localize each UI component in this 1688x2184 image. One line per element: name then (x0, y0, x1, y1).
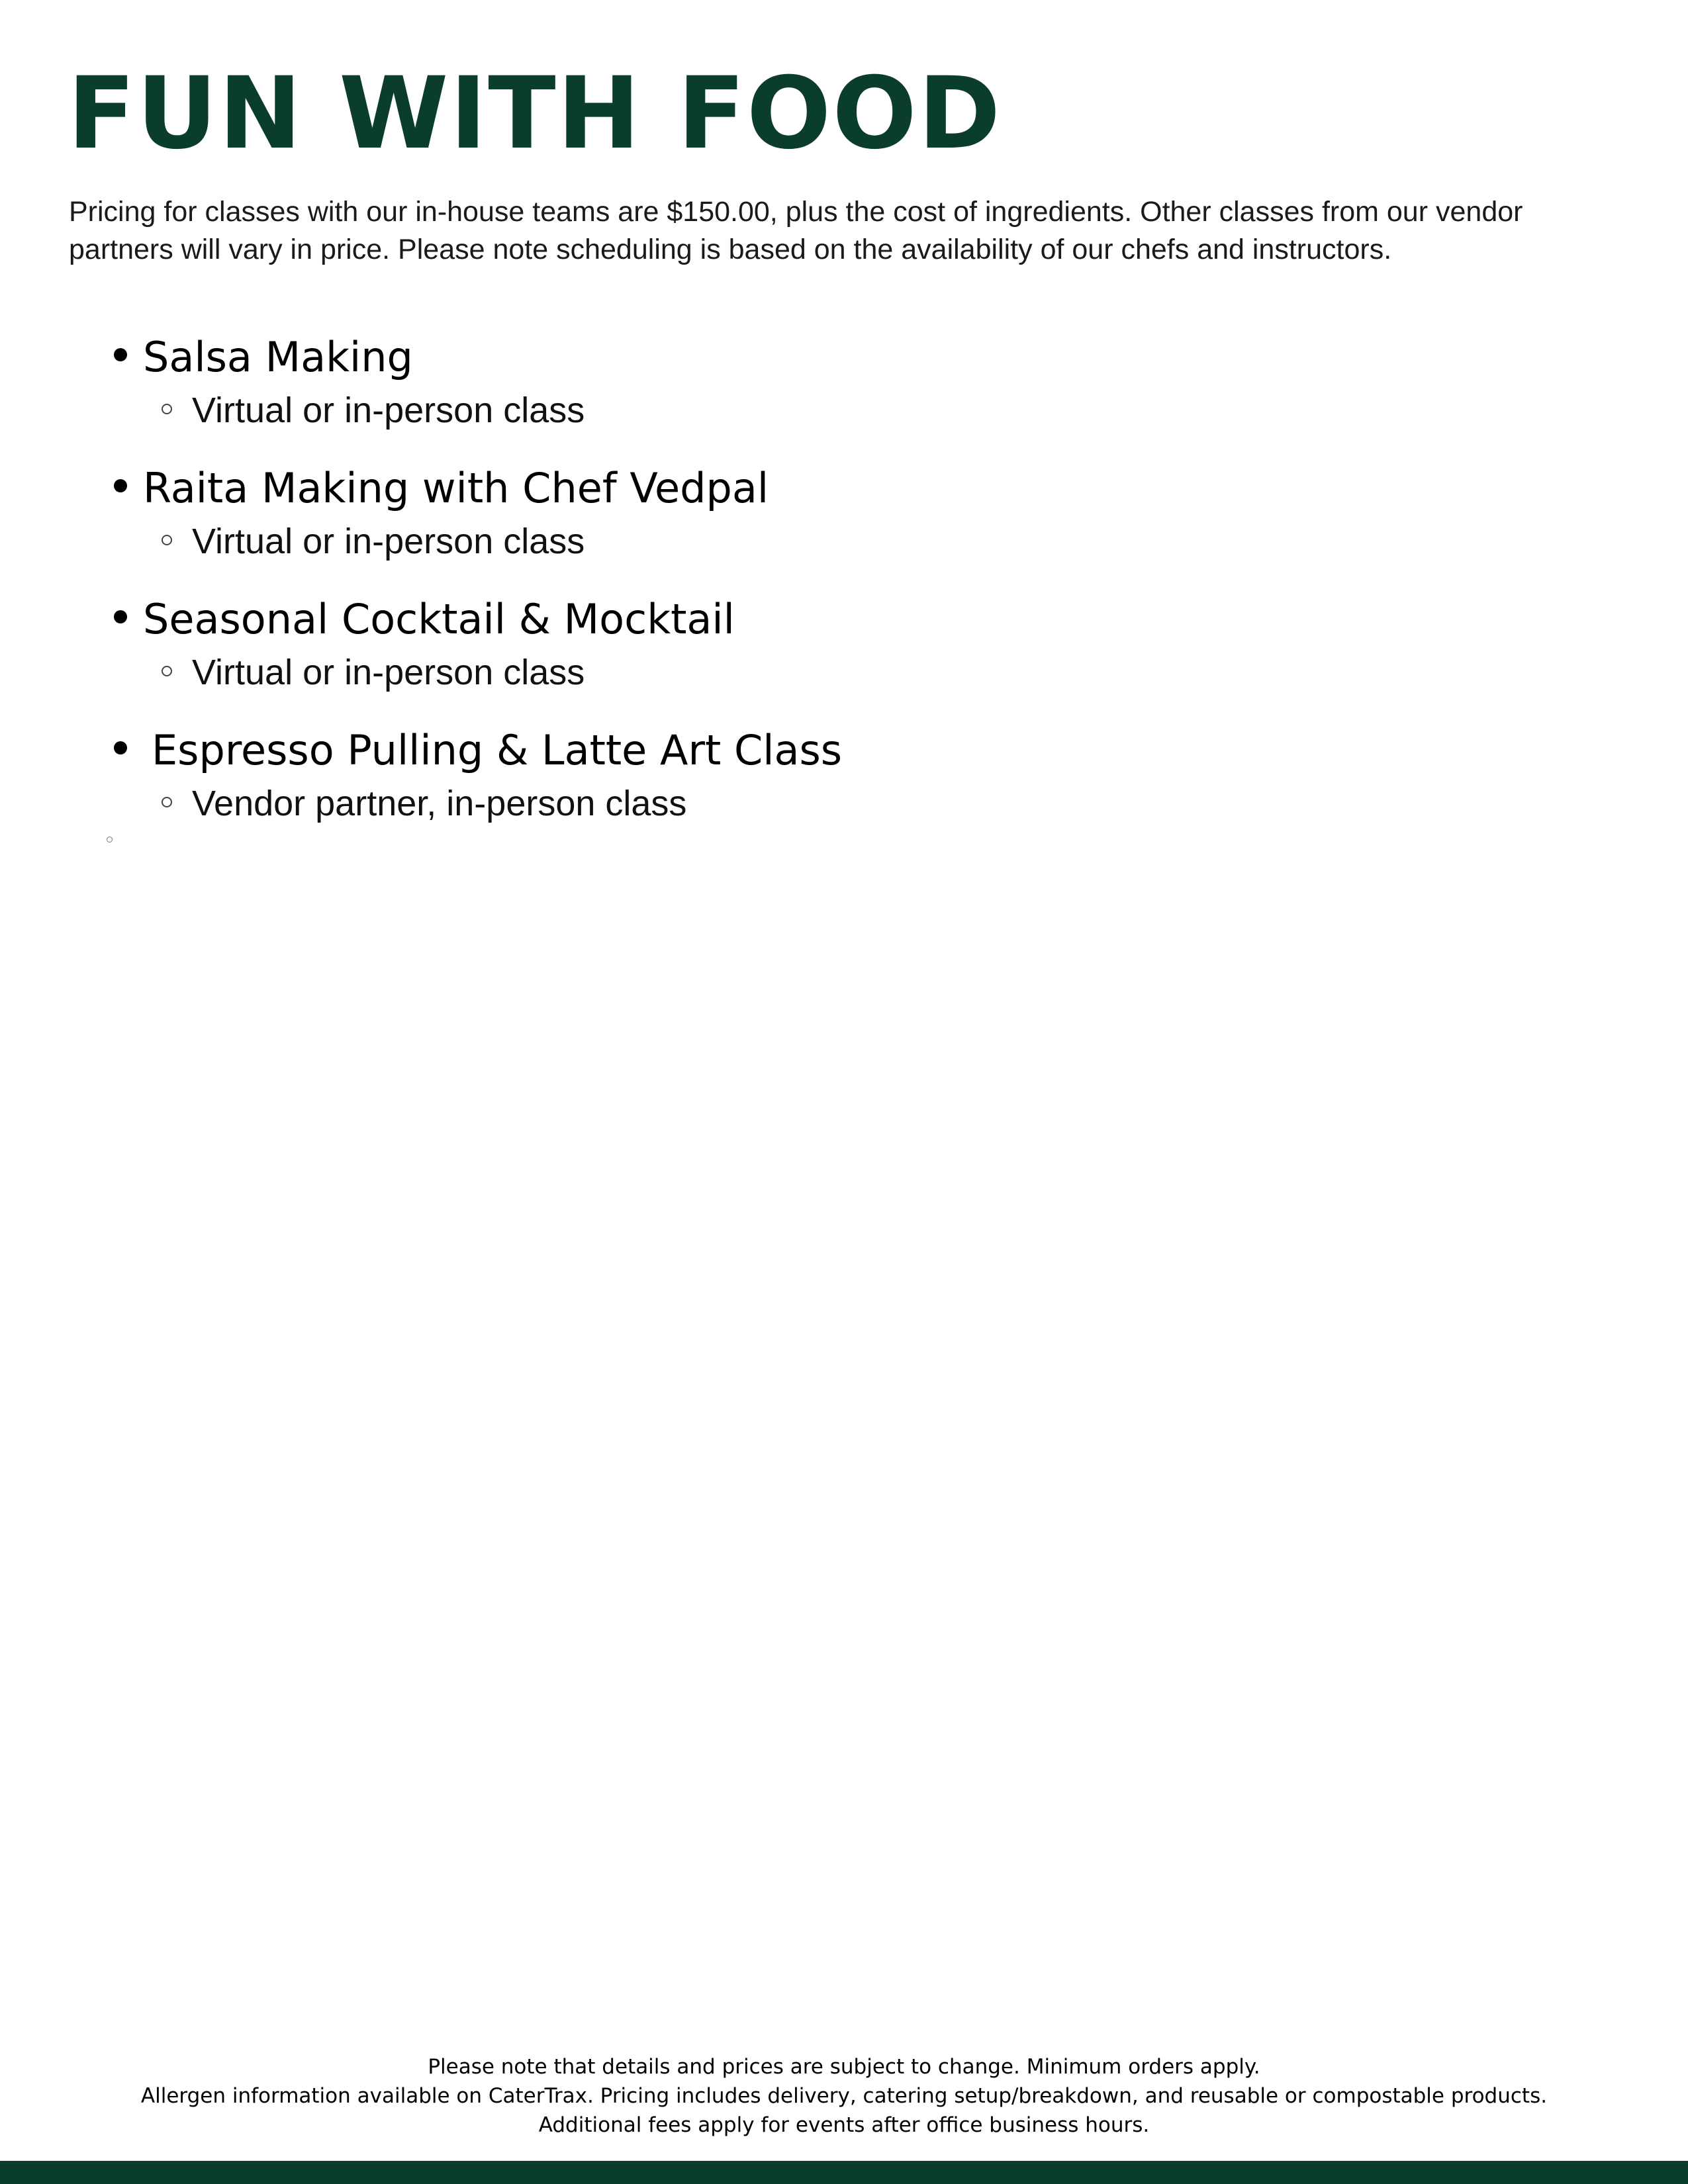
class-name: Espresso Pulling & Latte Art Class (152, 726, 843, 774)
class-detail: Virtual or in-person class (192, 653, 585, 692)
bullet-icon (114, 479, 127, 492)
bottom-brand-bar (0, 2161, 1688, 2184)
class-name: Salsa Making (143, 333, 413, 381)
list-item (106, 326, 1165, 457)
class-detail: Virtual or in-person class (192, 522, 585, 561)
page-title: FUN WITH FOOD (68, 56, 1002, 171)
list-item (106, 719, 1165, 850)
hollow-bullet-icon (162, 404, 172, 414)
list-item (106, 457, 1165, 588)
bullet-icon (114, 610, 127, 623)
class-detail: Vendor partner, in-person class (192, 784, 687, 823)
footer-line: Additional fees apply for events after office business hours. (538, 2113, 1150, 2137)
class-list (106, 326, 1165, 850)
pricing-intro: Pricing for classes with our in-house teams are $150.00, plus the cost of ingredients. Other classes from our vendor partners will vary in price. Please note scheduling is based on the availability of our chefs and instructors. (69, 196, 1523, 265)
footer-line: Allergen information available on CaterTrax. Pricing includes delivery, catering setup/breakdown, and reusable or compostable products. (140, 2084, 1548, 2108)
footer-notice (0, 2052, 1688, 2140)
bullet-icon (114, 348, 127, 361)
bullet-icon (114, 741, 127, 754)
list-item (106, 588, 1165, 719)
footer-line: Please note that details and prices are subject to change. Minimum orders apply. (428, 2055, 1260, 2079)
hollow-bullet-icon (162, 797, 172, 807)
class-detail: Virtual or in-person class (192, 390, 585, 430)
hollow-bullet-icon (162, 666, 172, 676)
hollow-bullet-icon (162, 535, 172, 545)
class-name: Seasonal Cocktail & Mocktail (143, 595, 735, 643)
empty-bullet-icon (107, 837, 113, 842)
class-name: Raita Making with Chef Vedpal (143, 464, 769, 512)
